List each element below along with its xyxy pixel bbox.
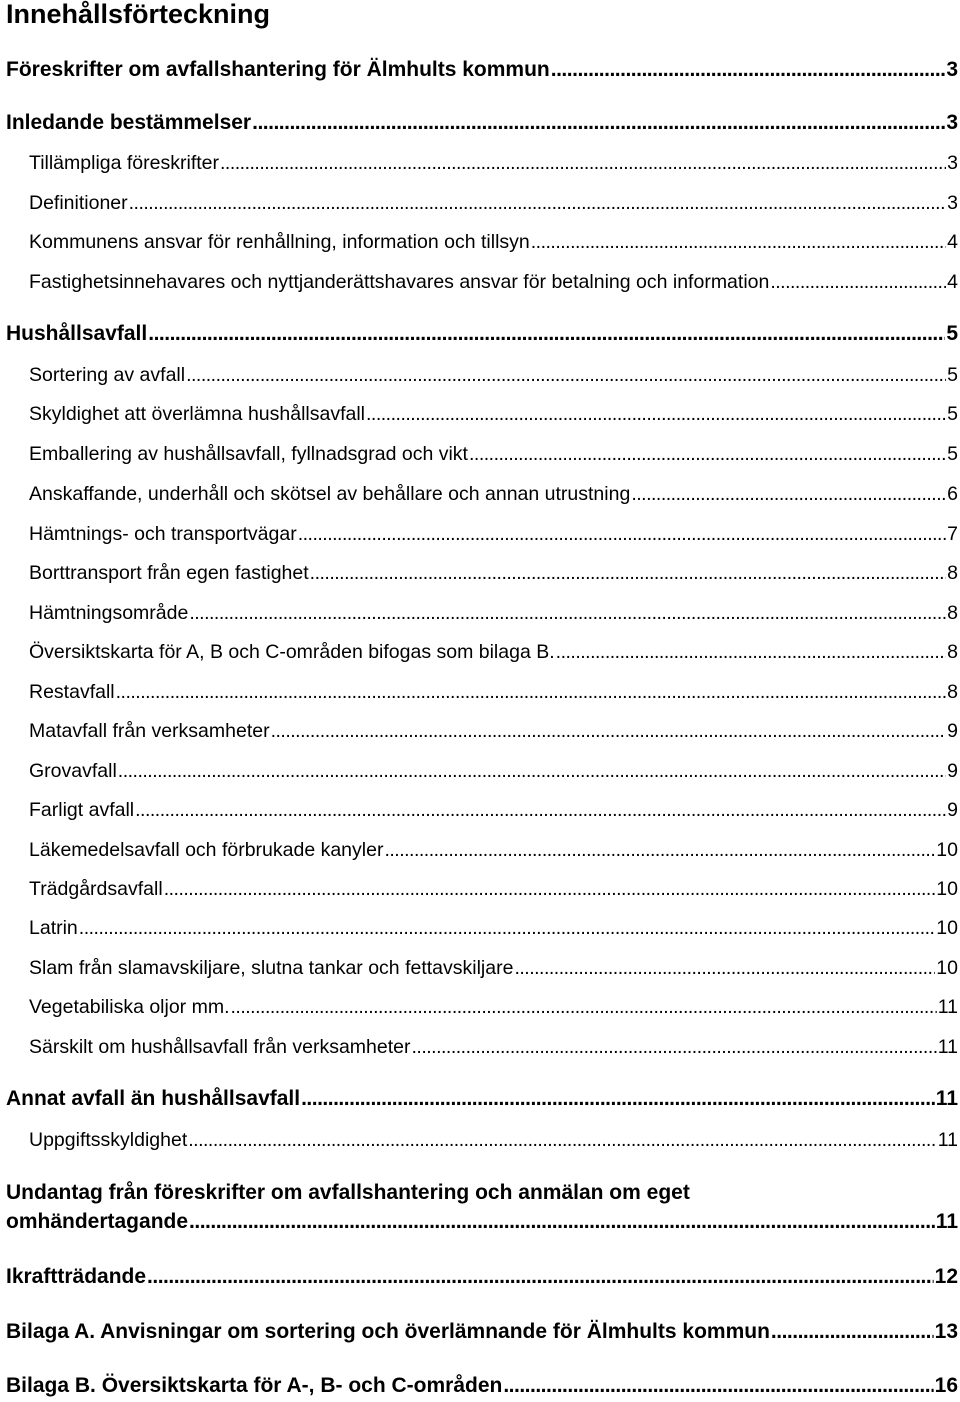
toc-entry[interactable] [6, 560, 958, 586]
toc-entry[interactable] [6, 994, 958, 1020]
toc-entry-label: Särskilt om hushållsavfall från verksamheter [29, 1036, 411, 1058]
toc-entry-label: Borttransport från egen fastighet [29, 562, 309, 584]
toc-entry-label: Sortering av avfall [29, 364, 186, 386]
toc-entry-page: 5 [947, 403, 958, 425]
toc-entry[interactable] [6, 362, 958, 388]
toc-entry-page: 3 [946, 111, 958, 134]
toc-entry-label: Vegetabiliska oljor mm. [29, 996, 230, 1018]
toc-entry-label: Kommunens ansvar för renhållning, information och tillsyn [29, 231, 530, 253]
toc-entry-page: 7 [947, 523, 958, 545]
toc-entry-page: 11 [937, 1036, 958, 1058]
toc-entry[interactable] [6, 797, 958, 823]
dot-leader [469, 441, 946, 467]
toc-entry-label: Hushållsavfall [6, 322, 148, 345]
toc-entry-label: Bilaga A. Anvisningar om sortering och överlämnande för Älmhults kommun [6, 1320, 770, 1343]
toc-entry-label: Restavfall [29, 681, 115, 703]
toc-entry[interactable] [6, 639, 958, 665]
toc-entry[interactable] [6, 481, 958, 507]
dot-leader [771, 1319, 934, 1345]
toc-entry-page: 4 [947, 231, 958, 253]
toc-entry[interactable] [6, 1127, 958, 1153]
toc-entry[interactable] [6, 1319, 958, 1345]
toc-entry-label: Latrin [29, 917, 78, 939]
dot-leader [366, 401, 946, 427]
toc-entry-page: 9 [947, 799, 958, 821]
toc-entry[interactable] [6, 1373, 958, 1399]
toc-entry[interactable] [6, 718, 958, 744]
toc-entry-page: 3 [947, 192, 958, 214]
dot-leader [298, 521, 946, 547]
toc-entry-label: Farligt avfall [29, 799, 135, 821]
dot-leader [231, 994, 937, 1020]
toc-entry-page: 11 [937, 996, 958, 1018]
toc-entry-label: Anskaffande, underhåll och skötsel av behållare och annan utrustning [29, 483, 631, 505]
toc-entry[interactable] [6, 1034, 958, 1060]
toc-entry-page: 11 [935, 1087, 958, 1110]
toc-entry-label: Hämtningsområde [29, 602, 189, 624]
toc-entry-page: 10 [936, 917, 958, 939]
toc-entry-page: 3 [946, 58, 958, 81]
toc-entry[interactable] [6, 441, 958, 467]
dot-leader [116, 679, 947, 705]
dot-leader [631, 481, 946, 507]
toc-entry-label-line1: Undantag från föreskrifter om avfallshantering och anmälan om eget [6, 1181, 690, 1204]
toc-entry[interactable] [6, 758, 958, 784]
toc-entry[interactable] [6, 190, 958, 216]
dot-leader [411, 1034, 936, 1060]
toc-entry-page: 6 [947, 483, 958, 505]
toc-entry-label: Tillämpliga föreskrifter [29, 152, 219, 174]
dot-leader [148, 321, 945, 347]
toc-entry[interactable] [6, 150, 958, 176]
toc-entry-page: 5 [947, 443, 958, 465]
dot-leader [129, 190, 947, 216]
toc-entry-page: 5 [946, 322, 958, 345]
toc-entry-label: omhändertagande [6, 1210, 189, 1233]
toc-entry-page: 8 [947, 602, 958, 624]
toc-entry[interactable] [6, 229, 958, 255]
toc-entry[interactable] [6, 1180, 958, 1235]
dot-leader [310, 560, 946, 586]
toc-entry-page: 8 [947, 641, 958, 663]
dot-leader [514, 955, 935, 981]
dot-leader [188, 1127, 937, 1153]
dot-leader [220, 150, 946, 176]
dot-leader [164, 876, 936, 902]
toc-entry[interactable] [6, 1086, 958, 1112]
toc-entry-label: Grovavfall [29, 760, 117, 782]
toc-entry-label: Annat avfall än hushållsavfall [6, 1087, 301, 1110]
toc-entry[interactable] [6, 600, 958, 626]
toc-entry-page: 5 [947, 364, 958, 386]
toc-entry-page: 10 [936, 878, 958, 900]
toc-entry[interactable] [6, 837, 958, 863]
dot-leader [189, 600, 946, 626]
toc-entry-page: 12 [934, 1265, 958, 1288]
toc-entry-label: Hämtnings- och transportvägar [29, 523, 297, 545]
toc-entry-label: Trädgårdsavfall [29, 878, 163, 900]
toc-entry-label: Ikraftträdande [6, 1265, 147, 1288]
dot-leader [301, 1086, 935, 1112]
dot-leader [271, 718, 947, 744]
toc-entry-label: Inledande bestämmelser [6, 111, 252, 134]
toc-entry[interactable] [6, 110, 958, 136]
dot-leader [531, 229, 946, 255]
toc-entry-label: Uppgiftsskyldighet [29, 1129, 188, 1151]
toc-entry-page: 13 [934, 1320, 958, 1343]
toc-entry-page: 11 [935, 1210, 958, 1233]
dot-leader [556, 639, 946, 665]
toc-entry-label: Översiktskarta för A, B och C-områden bifogas som bilaga B. [29, 641, 555, 663]
toc-entry[interactable] [6, 876, 958, 902]
toc-entry[interactable] [6, 521, 958, 547]
dot-leader [186, 362, 946, 388]
dot-leader [118, 758, 946, 784]
toc-entry-label: Slam från slamavskiljare, slutna tankar och fettavskiljare [29, 957, 514, 979]
dot-leader [79, 915, 936, 941]
toc-entry[interactable] [6, 915, 958, 941]
toc-entry-page: 9 [947, 720, 958, 742]
toc-entry-label: Definitioner [29, 192, 128, 214]
dot-leader [147, 1264, 934, 1290]
toc-entry-page: 4 [947, 271, 958, 293]
toc-entry-label: Bilaga B. Översiktskarta för A-, B- och C-områden [6, 1374, 503, 1397]
toc-entry-label: Emballering av hushållsavfall, fyllnadsgrad och vikt [29, 443, 468, 465]
toc-entry-page: 8 [947, 681, 958, 703]
dot-leader [384, 837, 935, 863]
toc-entry-page: 16 [934, 1374, 958, 1397]
dot-leader [503, 1373, 933, 1399]
toc-entry-label: Föreskrifter om avfallshantering för Älmhults kommun [6, 58, 550, 81]
toc-entry-label: Matavfall från verksamheter [29, 720, 270, 742]
toc-entry-page: 10 [936, 839, 958, 861]
toc-entry[interactable] [6, 1264, 958, 1290]
toc-entry-label: Skyldighet att överlämna hushållsavfall [29, 403, 366, 425]
toc-entry-page: 8 [947, 562, 958, 584]
toc-entry[interactable] [6, 269, 958, 295]
toc-entry[interactable] [6, 955, 958, 981]
dot-leader [252, 110, 945, 136]
dot-leader [189, 1209, 935, 1235]
toc-entry-page: 3 [947, 152, 958, 174]
toc-entry[interactable] [6, 321, 958, 347]
toc-title: Innehållsförteckning [6, 0, 271, 29]
toc-entry[interactable] [6, 401, 958, 427]
toc-entry[interactable] [6, 57, 958, 83]
dot-leader [135, 797, 946, 823]
toc-entry[interactable] [6, 679, 958, 705]
toc-entry-page: 9 [947, 760, 958, 782]
toc-entry-label: Fastighetsinnehavares och nyttjanderättshavares ansvar för betalning och information [29, 271, 770, 293]
toc-entry-page: 10 [936, 957, 958, 979]
dot-leader [551, 57, 946, 83]
toc-entry-label: Läkemedelsavfall och förbrukade kanyler [29, 839, 384, 861]
dot-leader [770, 269, 946, 295]
toc-entry-page: 11 [937, 1129, 958, 1151]
